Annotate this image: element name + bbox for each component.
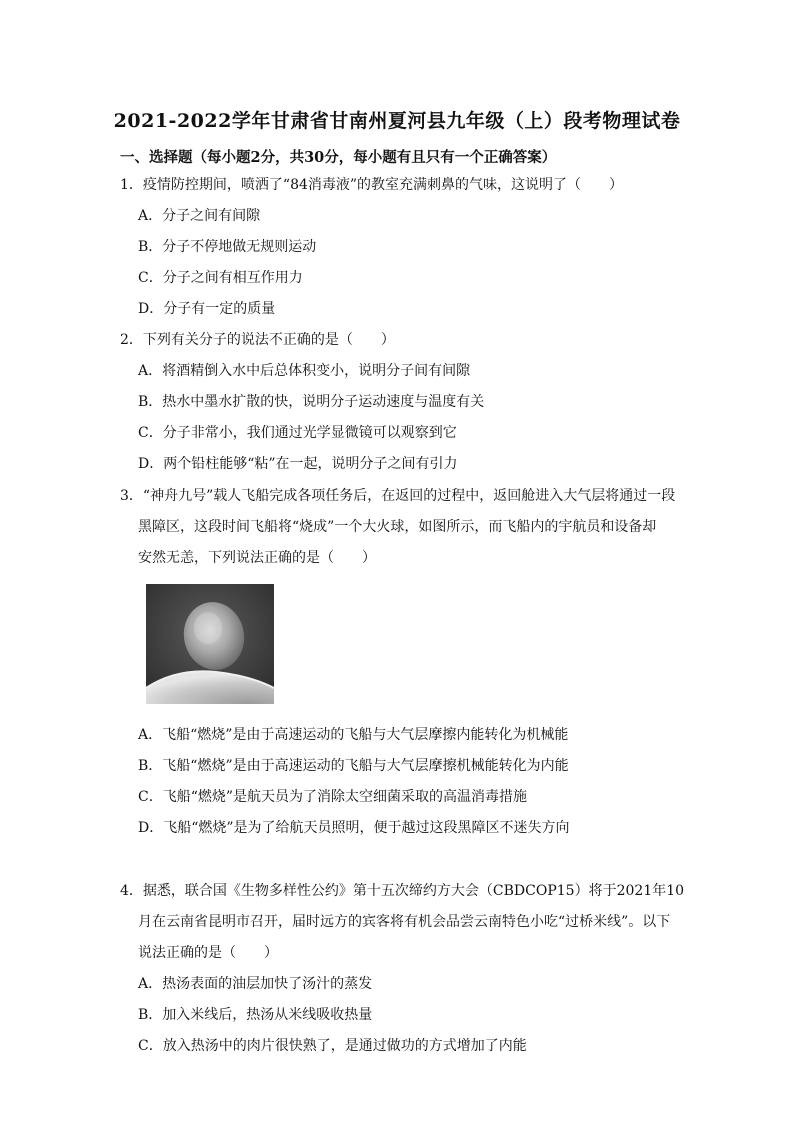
question-text: “神舟九号”载人飞船完成各项任务后，在返回的过程中，返回舱进入大气层将通过一段 — [142, 488, 676, 504]
question-text: 疫情防控期间，喷洒了“84消毒液”的教室充满刺鼻的气味，这说明了（ ） — [142, 177, 624, 193]
question-1 — [120, 170, 680, 325]
question-text-line: 月在云南省昆明市召开，届时远方的宾客将有机会品尝云南特色小吃“过桥米线”。以下 — [138, 914, 671, 930]
option-a[interactable]: A．将酒精倒入水中后总体积变小，说明分子间有间隙 — [138, 363, 471, 379]
question-number: 2． — [120, 332, 143, 348]
question-3-options — [120, 720, 680, 844]
question-number: 4． — [120, 883, 143, 899]
question-text: 据悉，联合国《生物多样性公约》第十五次缔约方大会（CBDCOP15）将于2021年10 — [142, 883, 685, 899]
question-text: 下列有关分子的说法不正确的是（ ） — [142, 332, 395, 348]
option-c[interactable]: C．分子非常小，我们通过光学显微镜可以观察到它 — [138, 425, 457, 441]
question-2 — [120, 325, 680, 480]
option-d[interactable]: D．两个铅柱能够“粘”在一起，说明分子之间有引力 — [138, 456, 458, 472]
question-stem — [120, 325, 680, 356]
option-a[interactable]: A．热汤表面的油层加快了汤汁的蒸发 — [138, 976, 373, 992]
option-b[interactable]: B．热水中墨水扩散的快，说明分子运动速度与温度有关 — [138, 394, 485, 410]
option-a[interactable]: A．飞船“燃烧”是由于高速运动的飞船与大气层摩擦内能转化为机械能 — [138, 727, 569, 743]
option-d[interactable]: D．分子有一定的质量 — [138, 301, 276, 317]
option-a[interactable]: A．分子之间有间隙 — [138, 208, 261, 224]
spacecraft-reentry-photo — [146, 584, 274, 704]
question-text-line: 说法正确的是（ ） — [138, 945, 278, 961]
option-b[interactable]: B．飞船“燃烧”是由于高速运动的飞船与大气层摩擦机械能转化为内能 — [138, 758, 569, 774]
option-d[interactable]: D．飞船“燃烧”是为了给航天员照明，便于越过这段黑障区不迷失方向 — [138, 820, 570, 836]
question-number: 3． — [120, 488, 143, 504]
option-b[interactable]: B．分子不停地做无规则运动 — [138, 239, 317, 255]
question-number: 1． — [120, 177, 143, 193]
fireball-image-icon — [146, 584, 274, 704]
option-b[interactable]: B．加入米线后，热汤从米线吸收热量 — [138, 1007, 373, 1023]
question-stem — [120, 481, 680, 512]
option-c[interactable]: C．分子之间有相互作用力 — [138, 270, 303, 286]
question-stem — [120, 170, 680, 201]
section-heading: 一、选择题（每小题2分，共30分，每小题有且只有一个正确答案） — [120, 149, 557, 166]
question-text-line: 安然无恙，下列说法正确的是（ ） — [138, 550, 376, 566]
question-4 — [120, 876, 685, 1062]
option-c[interactable]: C．飞船“燃烧”是航天员为了消除太空细菌采取的高温消毒措施 — [138, 789, 528, 805]
question-3 — [120, 481, 680, 574]
exam-title: 2021-2022学年甘肃省甘南州夏河县九年级（上）段考物理试卷 — [113, 110, 681, 132]
option-c[interactable]: C．放入热汤中的肉片很快熟了，是通过做功的方式增加了内能 — [138, 1038, 527, 1054]
question-text-line: 黑障区，这段时间飞船将“烧成”一个大火球，如图所示，而飞船内的宇航员和设备却 — [138, 519, 657, 535]
question-stem — [120, 876, 685, 907]
